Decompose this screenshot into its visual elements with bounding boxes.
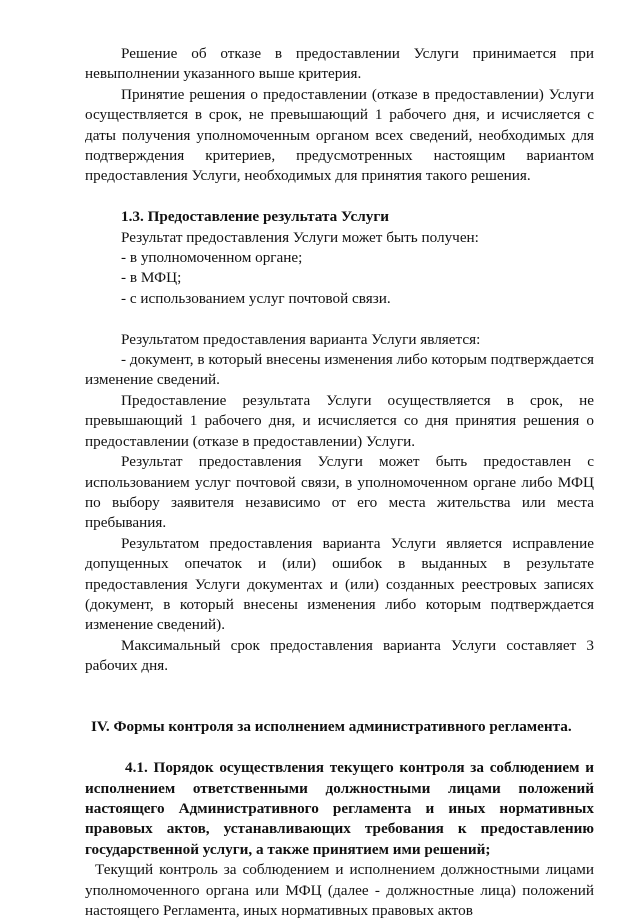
section-1-3-heading: 1.3. Предоставление результата Услуги — [121, 208, 389, 226]
spacer — [85, 677, 594, 697]
section-iv-heading: IV. Формы контроля за исполнением административного регламента. — [91, 718, 572, 736]
spacer — [85, 187, 594, 207]
paragraph-refusal-decision: Решение об отказе в предоставлении Услуги принимается при невыполнении указанного выше критерия. — [85, 45, 594, 83]
variant-result-intro: Результатом предоставления варианта Услуги является: — [121, 330, 481, 348]
paragraph-result-deadline: Предоставление результата Услуги осуществляется в срок, не превышающий 1 рабочего дня, и исчисляется со дня принятия решения о предоставлении (отказе в предоставлении) Услуги. — [85, 391, 594, 450]
paragraph-current-control: Текущий контроль за соблюдением и исполнением должностными лицами уполномоченного органа или МФЦ (далее - должностные лица) положений настоящего Регламента, иных нормативных правовых актов — [85, 861, 594, 919]
spacer — [85, 309, 594, 329]
result-intro: Результат предоставления Услуги может быть получен: — [121, 228, 479, 246]
paragraph-max-term: Максимальный срок предоставления варианта Услуги составляет 3 рабочих дня. — [85, 636, 594, 675]
document-body — [85, 44, 594, 921]
spacer — [85, 697, 594, 717]
section-4-1-heading: 4.1. Порядок осуществления текущего контроля за соблюдением и исполнением ответственными должностными лицами положений настоящего Административного регламента и иных нормативных правовых актов, устанавливающих требования к предоставлению государственной услуги, а также принятием ими решений; — [85, 759, 594, 858]
paragraph-result-delivery: Результат предоставления Услуги может быть предоставлен с использованием услуг почтовой связи, в уполномоченном органе либо МФЦ по выбору заявителя независимо от его места жительства или места пребывания. — [85, 453, 594, 532]
variant-result-item: - документ, в который внесены изменения либо которым подтверждается изменение сведений. — [85, 351, 594, 389]
list-item: - в уполномоченном органе; — [121, 249, 303, 267]
list-item: - с использованием услуг почтовой связи. — [121, 289, 391, 307]
paragraph-decision-deadline: Принятие решения о предоставлении (отказе в предоставлении) Услуги осуществляется в срок, не превышающий 1 рабочего дня, и исчисляется с даты получения уполномоченным органом всех сведений, необходимых для подтверждения критериев, предусмотренных настоящим вариантом предоставления Услуги, необходимых для принятия такого решения. — [85, 85, 594, 185]
paragraph-variant-result: Результатом предоставления варианта Услуги является исправление допущенных опечаток и (или) ошибок в выданных в результате предоставления Услуги документах и (или) созданных реестровых записях (документ, в который внесены изменения либо которым подтверждается изменение сведений). — [85, 534, 594, 634]
spacer — [85, 738, 594, 758]
list-item: - в МФЦ; — [121, 269, 182, 287]
